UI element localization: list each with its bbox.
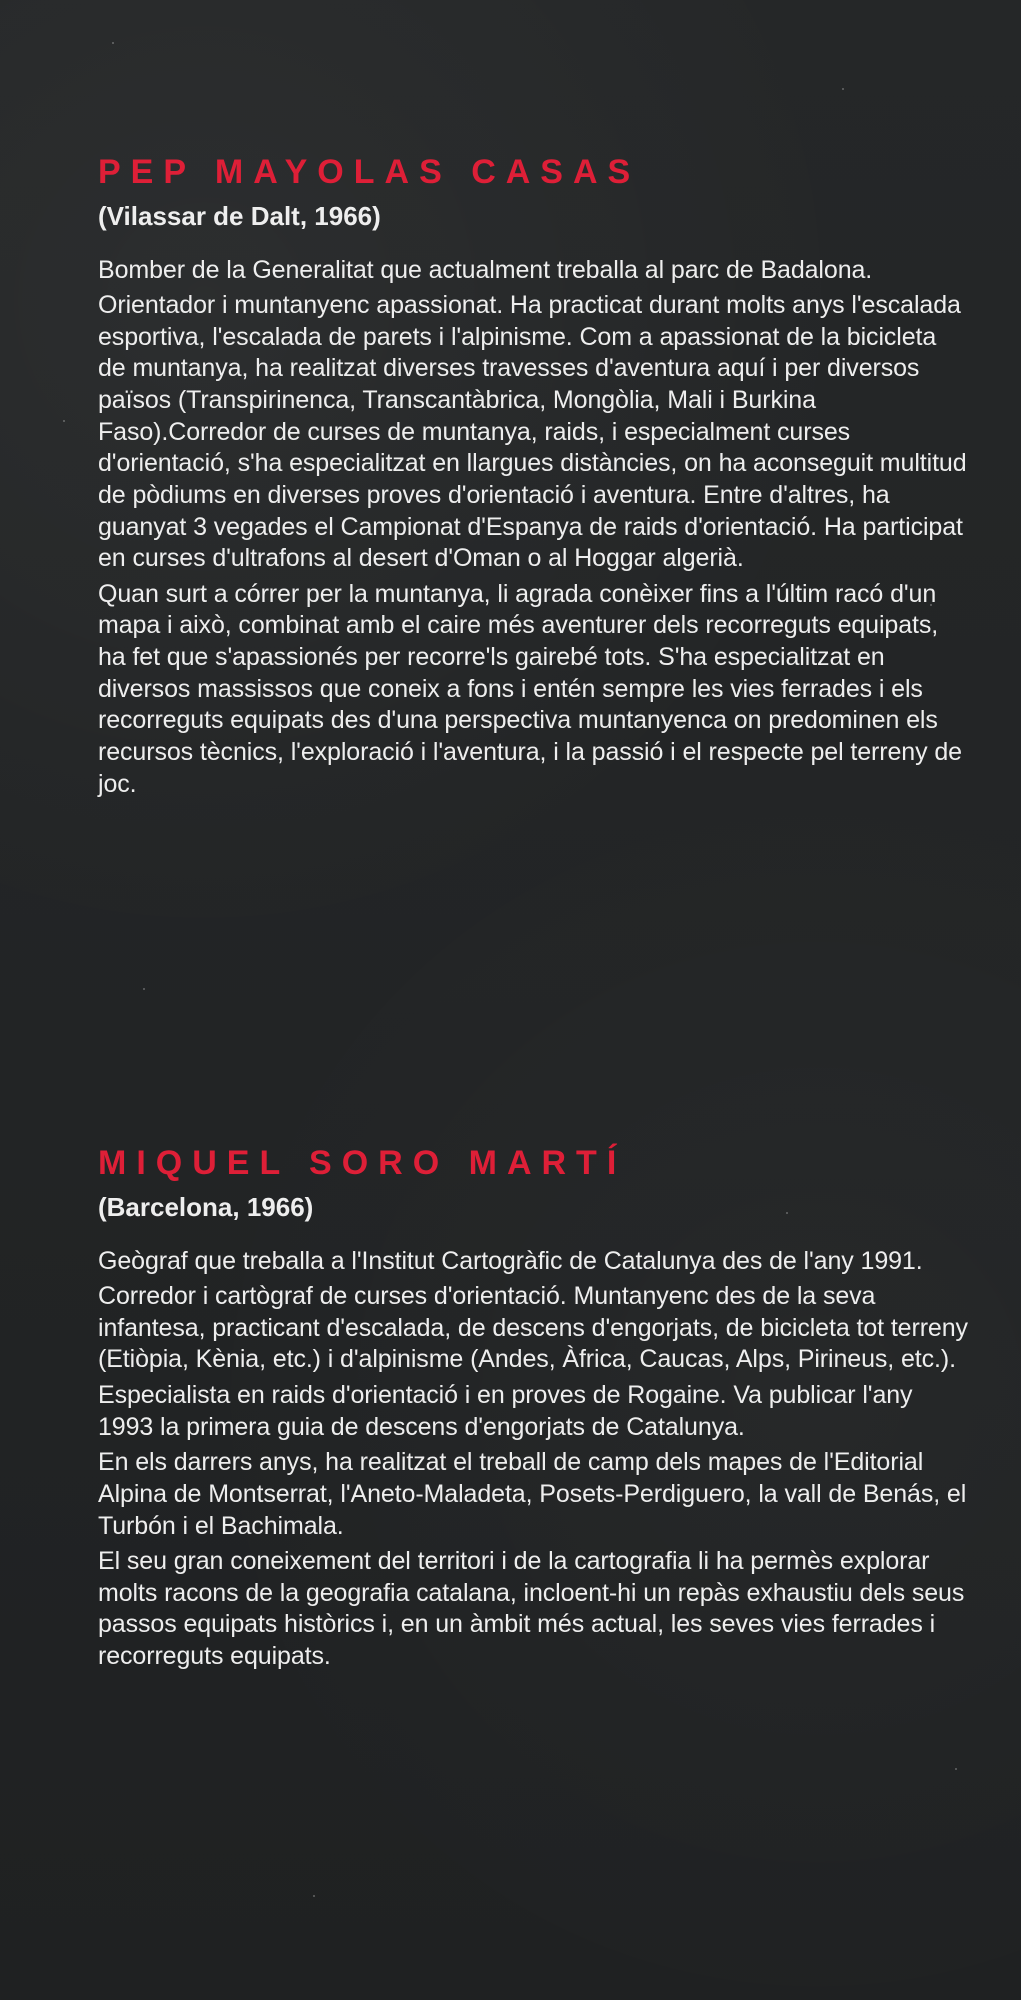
bio-paragraph: Quan surt a córrer per la muntanya, li agrada conèixer fins a l'últim racó d'un mapa i això, combinat amb el caire més aventurer dels recorreguts equipats, ha fet que s'apassionés per recorre'ls gairebé tots. S'ha especialitzat en diversos massissos que coneix a fons i entén sempre les vies ferrades i els recorreguts equipats des d'una perspectiva muntanyenca on predominen els recursos tècnics, l'exploració i l'aventura, i la passió i el respecte pel terreny de joc. <box>98 579 962 798</box>
bio-paragraph: Corredor i cartògraf de curses d'orientació. Muntanyenc des de la seva infantesa, practicant d'escalada, de descens d'engorjats, de bicicleta tot terreny (Etiòpia, Kènia, etc.) i d'alpinisme (Andes, Àfrica, Caucas, Alps, Pirineus, etc.). <box>98 1282 968 1374</box>
author-origin: (Barcelona, 1966) <box>98 1192 314 1223</box>
paper-speck <box>63 420 65 422</box>
paper-speck <box>143 988 145 990</box>
paper-speck <box>842 88 844 90</box>
author-name: MIQUEL SORO MARTÍ <box>98 1144 627 1182</box>
bio-paragraph: En els darrers anys, ha realitzat el treball de camp dels mapes de l'Editorial Alpina de Montserrat, l'Aneto-Maladeta, Posets-Perdiguero, la vall de Benás, el Turbón i el Bachimala. <box>98 1448 967 1540</box>
bio-paragraph: El seu gran coneixement del territori i de la cartografia li ha permès explorar molts racons de la geografia catalana, incloent-hi un repàs exhaustiu dels seus passos equipats històrics i, en un àmbit més actual, les seves vies ferrades i recorreguts equipats. <box>98 1547 965 1671</box>
paper-speck <box>112 42 114 44</box>
bio-paragraph: Orientador i muntanyenc apassionat. Ha practicat durant molts anys l'escalada esportiva, l'escalada de parets i l'alpinisme. Com a apassionat de la bicicleta de muntanya, ha realitzat diverses travesses d'aventura aquí i per diversos països (Transpirinenca, Transcantàbrica, Mongòlia, Mali i Burkina Faso).Corredor de curses de muntanya, raids, i especialment curses d'orientació, s'ha especialitzat en llargues distàncies, on ha aconseguit multitud de pòdiums en diverses proves d'orientació i aventura. Entre d'altres, ha guanyat 3 vegades el Campionat d'Espanya de raids d'orientació. Ha participat en curses d'ultrafons al desert d'Oman o al Hoggar algerià. <box>98 291 967 573</box>
bio-paragraph: Bomber de la Generalitat que actualment treballa al parc de Badalona. <box>98 255 873 284</box>
author-origin: (Vilassar de Dalt, 1966) <box>98 201 381 232</box>
author-name: PEP MAYOLAS CASAS <box>98 153 641 191</box>
biography-pep-mayolas-casas <box>98 154 968 804</box>
bio-paragraph: Especialista en raids d'orientació i en proves de Rogaine. Va publicar l'any 1993 la primera guia de descens d'engorjats de Catalunya. <box>98 1381 913 1441</box>
paper-speck <box>313 1895 315 1897</box>
paper-speck <box>955 1768 957 1770</box>
biography-miquel-soro-marti <box>98 1145 968 1677</box>
bio-paragraph: Geògraf que treballa a l'Institut Cartogràfic de Catalunya des de l'any 1991. <box>98 1246 923 1275</box>
